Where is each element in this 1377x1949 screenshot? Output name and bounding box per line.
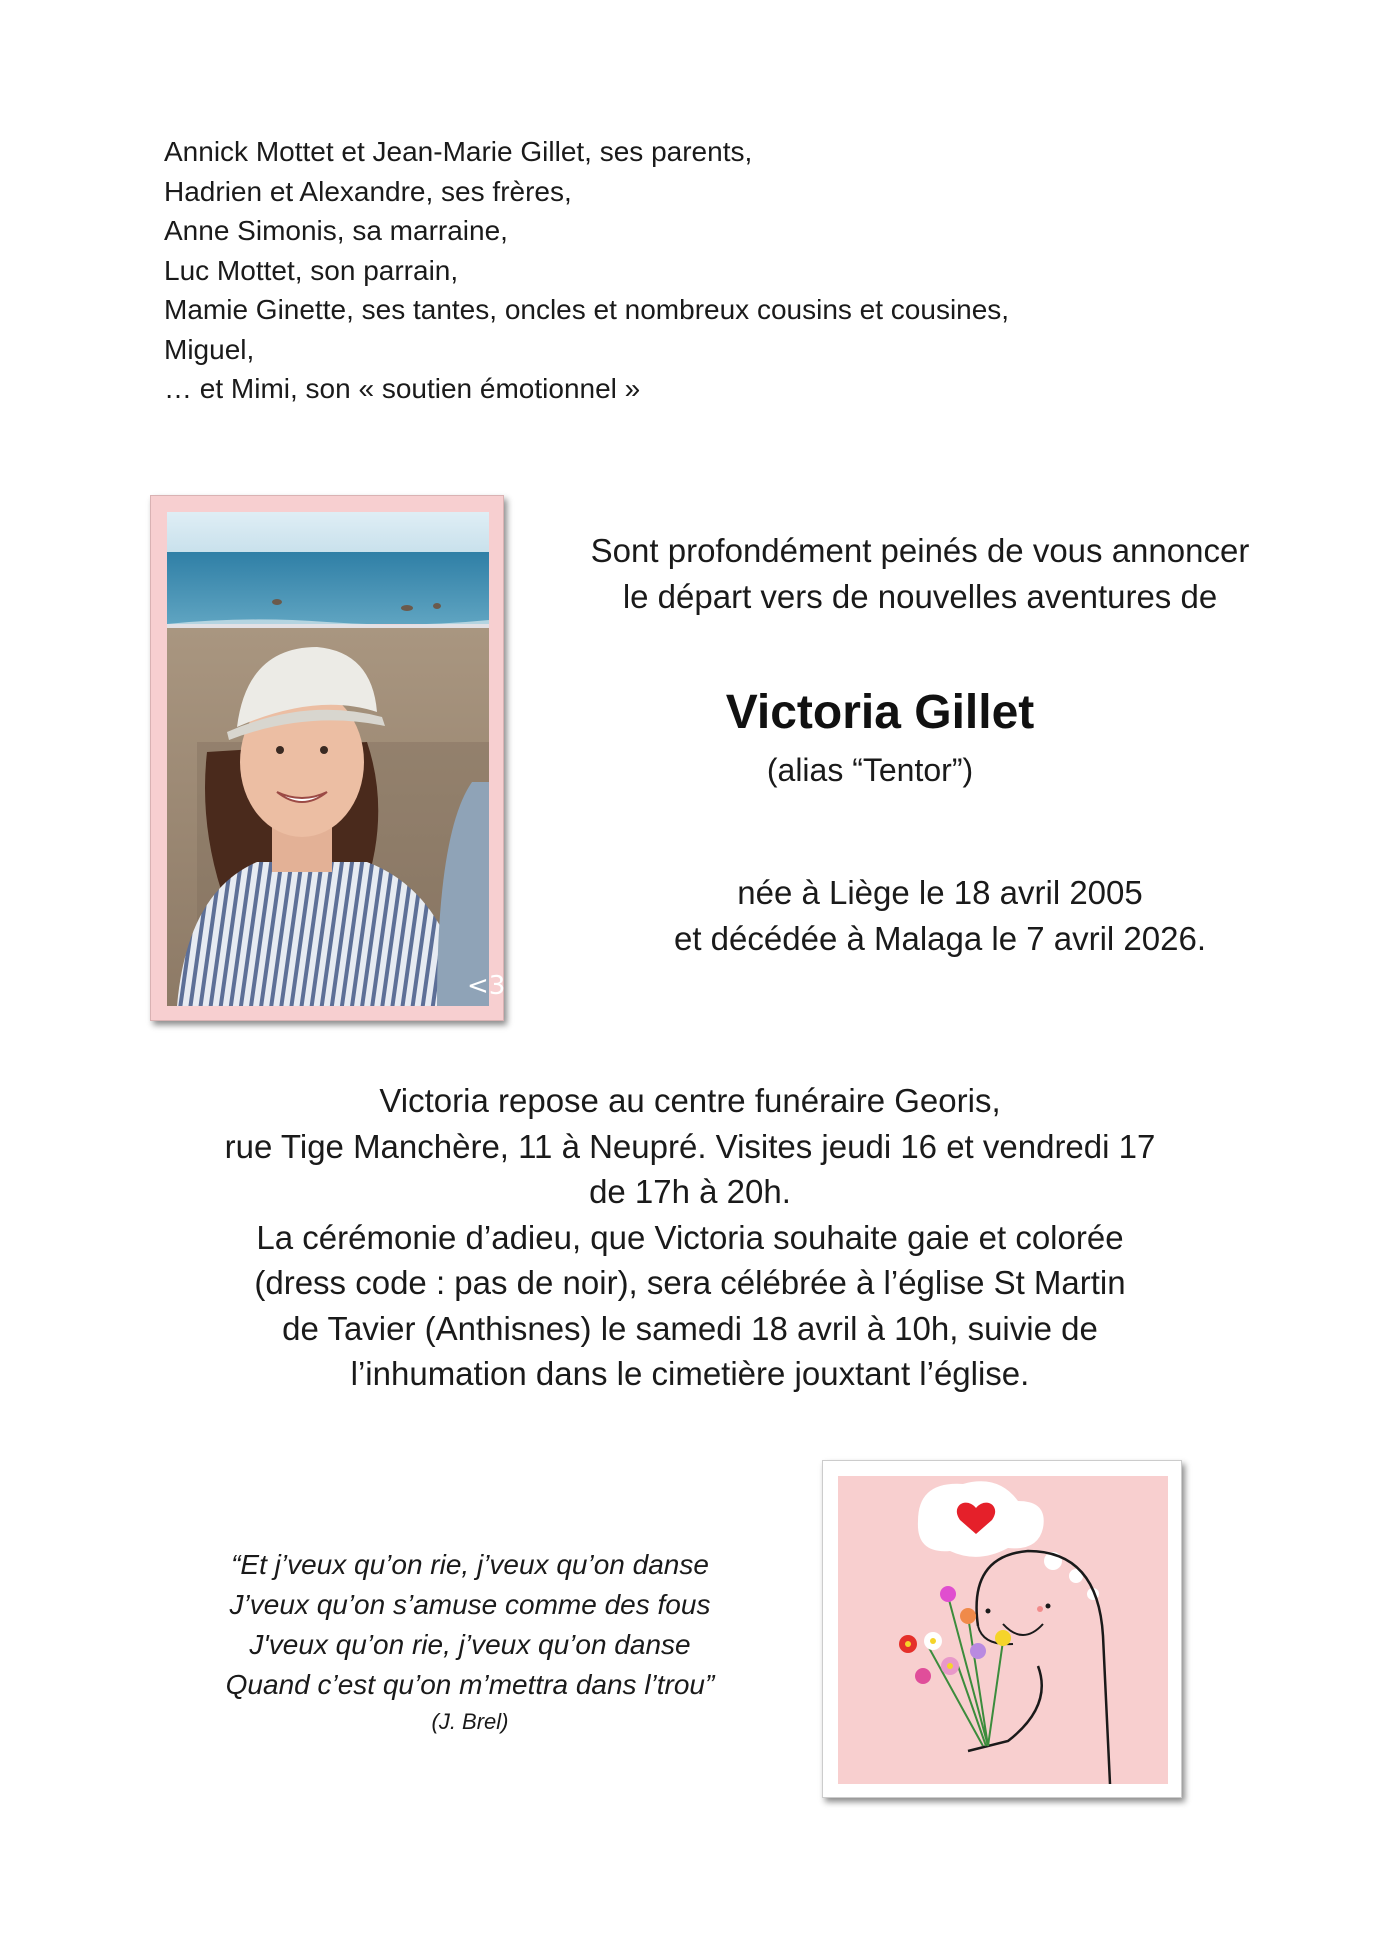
photo-corner-mark: <3 xyxy=(467,971,506,1001)
details-line: La cérémonie d’adieu, que Victoria souhaite gaie et colorée xyxy=(256,1218,1124,1256)
portrait-frame xyxy=(150,495,504,1021)
quote-line: Quand c’est qu’on m’mettra dans l’trou” xyxy=(225,1669,715,1700)
funeral-details xyxy=(120,1078,1260,1397)
details-line: de 17h à 20h. xyxy=(589,1173,791,1210)
death-line: et décédée à Malaga le 7 avril 2026. xyxy=(673,920,1207,957)
brel-quote xyxy=(160,1545,780,1739)
family-line: Anne Simonis, sa marraine, xyxy=(164,215,508,246)
portrait-photo xyxy=(167,512,506,1006)
family-line: Hadrien et Alexandre, ses frères, xyxy=(164,175,572,207)
details-line: l’inhumation dans le cimetière jouxtant l’église. xyxy=(350,1355,1030,1392)
family-line: … et Mimi, son « soutien émotionnel » xyxy=(164,373,641,404)
announcement xyxy=(530,528,1310,620)
illustration-frame xyxy=(822,1460,1182,1798)
details-line: (dress code : pas de noir), sera célébrée à l’église St Martin xyxy=(254,1264,1126,1301)
family-line: Annick Mottet et Jean-Marie Gillet, ses parents, xyxy=(164,136,753,167)
details-line: de Tavier (Anthisnes) le samedi 18 avril à 10h, suivie de xyxy=(282,1309,1098,1347)
quote-line: J’veux qu’on s’amuse comme des fous xyxy=(229,1589,711,1620)
quote-line: “Et j’veux qu’on rie, j’veux qu’on danse xyxy=(231,1549,709,1580)
family-line: Miguel, xyxy=(164,333,255,365)
illustration-card xyxy=(838,1476,1168,1784)
birth-death-dates xyxy=(560,870,1320,962)
quote-line: J'veux qu’on rie, j’veux qu’on danse xyxy=(249,1629,691,1660)
flowers-heart-icon xyxy=(838,1476,1168,1784)
deceased-alias: (alias “Tentor”) xyxy=(766,752,974,788)
birth-line: née à Liège le 18 avril 2005 xyxy=(737,874,1143,911)
family-line: Mamie Ginette, ses tantes, oncles et nombreux cousins et cousines, xyxy=(164,294,1010,325)
announcement-line: le départ vers de nouvelles aventures de xyxy=(622,578,1218,615)
family-line: Luc Mottet, son parrain, xyxy=(164,254,459,286)
deceased-name: Victoria Gillet xyxy=(725,686,1035,739)
announcement-line: Sont profondément peinés de vous annoncer xyxy=(590,532,1250,569)
details-line: rue Tige Manchère, 11 à Neupré. Visites jeudi 16 et vendredi 17 xyxy=(224,1127,1156,1165)
beach-portrait-icon xyxy=(167,512,506,1006)
family-list xyxy=(164,132,1214,409)
details-line: Victoria repose au centre funéraire Georis, xyxy=(379,1082,1001,1119)
quote-author: (J. Brel) xyxy=(431,1709,509,1734)
